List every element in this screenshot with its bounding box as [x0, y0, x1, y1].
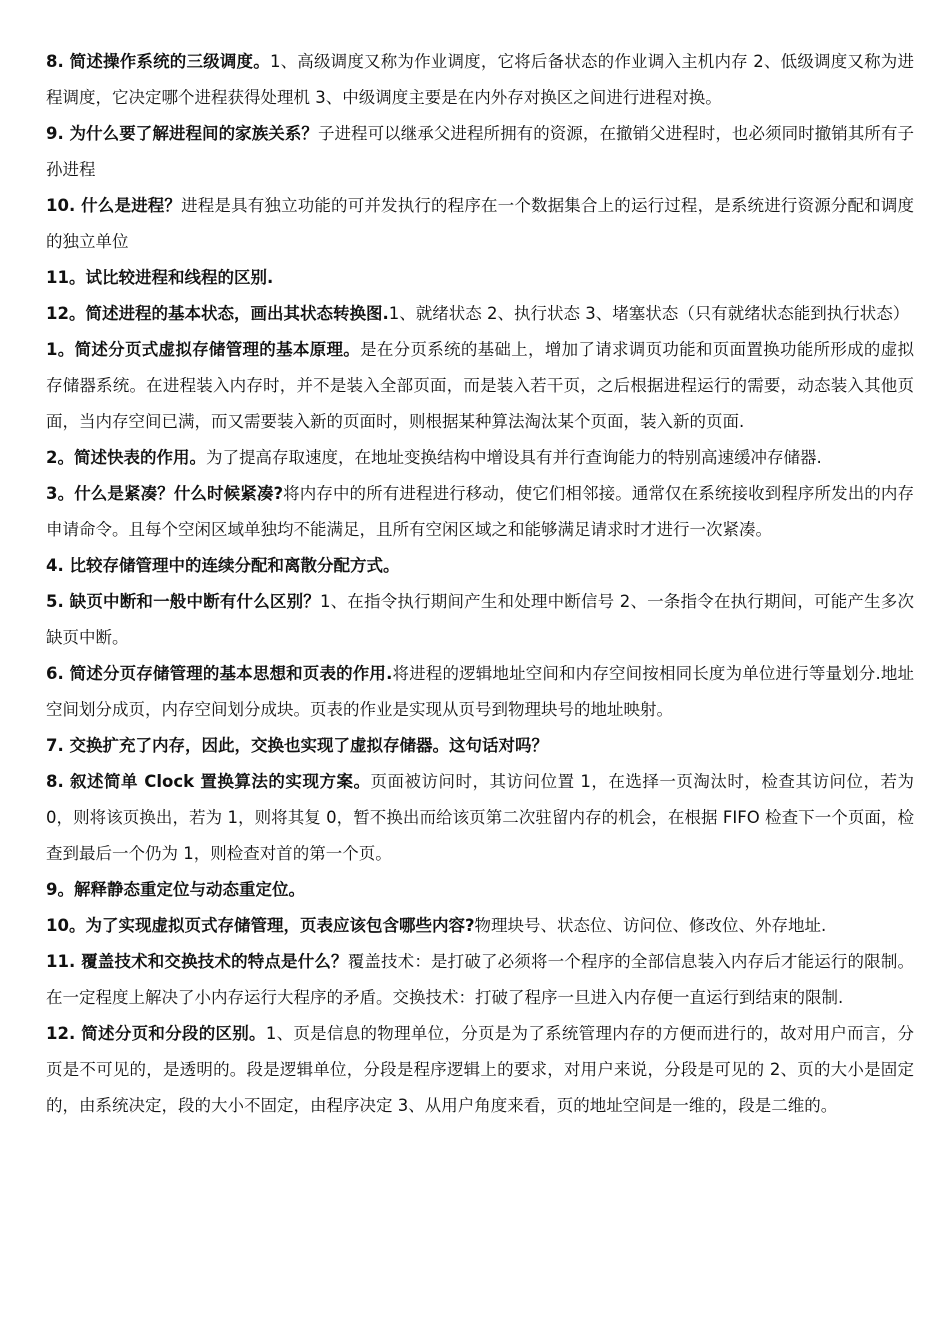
qa-item-16: [46, 944, 914, 1016]
question-text: 8. 简述操作系统的三级调度。: [46, 52, 270, 71]
question-text: 8. 叙述简单 Clock 置换算法的实现方案。: [46, 772, 371, 791]
qa-item-4: [46, 260, 914, 296]
qa-item-15: [46, 908, 914, 944]
qa-item-9: [46, 548, 914, 584]
answer-text: 为了提高存取速度，在地址变换结构中增设具有并行查询能力的特别高速缓冲存储器.: [205, 448, 822, 467]
qa-item-2: [46, 116, 914, 188]
question-text: 4. 比较存储管理中的连续分配和离散分配方式。: [46, 556, 400, 575]
answer-text: 将内存中的所有进程进行移动，使它们相邻接。通常仅在系统接收到程序所发出的内存申请命令。且每个空闲区域单独均不能满足，且所有空闲区域之和能够满足请求时才进行一次紧凑。: [46, 484, 915, 539]
question-text: 6. 简述分页存储管理的基本思想和页表的作用.: [46, 664, 393, 683]
question-text: 10. 什么是进程？: [46, 196, 182, 215]
qa-item-12: [46, 728, 914, 764]
answer-text: 将进程的逻辑地址空间和内存空间按相同长度为单位进行等量划分.地址空间划分成页，内存空间划分成块。页表的作业是实现从页号到物理块号的地址映射。: [46, 664, 915, 719]
answer-text: 覆盖技术：是打破了必须将一个程序的全部信息装入内存后才能运行的限制。在一定程度上解决了小内存运行大程序的矛盾。交换技术：打破了程序一旦进入内存便一直运行到结束的限制.: [46, 952, 914, 1007]
answer-text: 是在分页系统的基础上，增加了请求调页功能和页面置换功能所形成的虚拟存储器系统。在进程装入内存时，并不是装入全部页面，而是装入若干页，之后根据进程运行的需要，动态装入其他页面，当内存空间已满，而又需要装入新的页面时，则根据某种算法淘汰某个页面，装入新的页面.: [46, 340, 914, 431]
question-text: 2。简述快表的作用。: [46, 448, 206, 467]
answer-text: 物理块号、状态位、访问位、修改位、外存地址.: [474, 916, 827, 935]
question-text: 3。什么是紧凑？什么时候紧凑?: [46, 484, 284, 503]
document-page: [46, 44, 914, 1124]
answer-text: 子进程可以继承父进程所拥有的资源，在撤销父进程时，也必须同时撤销其所有子孙进程: [46, 124, 914, 179]
question-text: 10。为了实现虚拟页式存储管理，页表应该包含哪些内容?: [46, 916, 475, 935]
qa-item-7: [46, 440, 914, 476]
qa-item-3: [46, 188, 914, 260]
answer-text: 1、就绪状态 2、执行状态 3、堵塞状态（只有就绪状态能到执行状态）: [388, 304, 910, 323]
question-text: 1。简述分页式虚拟存储管理的基本原理。: [46, 340, 361, 359]
question-text: 7. 交换扩充了内存，因此，交换也实现了虚拟存储器。这句话对吗？: [46, 736, 548, 755]
qa-item-8: [46, 476, 914, 548]
question-text: 12. 简述分页和分段的区别。: [46, 1024, 266, 1043]
question-text: 9。解释静态重定位与动态重定位。: [46, 880, 305, 899]
qa-item-14: [46, 872, 914, 908]
question-text: 5. 缺页中断和一般中断有什么区别？: [46, 592, 320, 611]
qa-item-5: [46, 296, 914, 332]
question-text: 11. 覆盖技术和交换技术的特点是什么？: [46, 952, 348, 971]
answer-text: 1、在指令执行期间产生和处理中断信号 2、一条指令在执行期间，可能产生多次缺页中断。: [46, 592, 914, 647]
answer-text: 进程是具有独立功能的可并发执行的程序在一个数据集合上的运行过程，是系统进行资源分配和调度的独立单位: [46, 196, 915, 251]
qa-item-1: [46, 44, 914, 116]
answer-text: 页面被访问时，其访问位置 1，在选择一页淘汰时，检查其访问位，若为 0，则将该页换出，若为 1，则将其复 0，暂不换出而给该页第二次驻留内存的机会，在根据 FIFO 检查下一个页面，检查到最后一个仍为 1，则检查对首的第一个页。: [46, 772, 914, 863]
question-text: 11。试比较进程和线程的区别.: [46, 268, 274, 287]
answer-text: 1、页是信息的物理单位，分页是为了系统管理内存的方便而进行的，故对用户而言，分页是不可见的，是透明的。段是逻辑单位，分段是程序逻辑上的要求，对用户来说，分段是可见的 2、页的大小是固定的，由系统决定，段的大小不固定，由程序决定 3、从用户角度来看，页的地址空间是一维的，段是二维的。: [46, 1024, 914, 1115]
answer-text: 1、高级调度又称为作业调度，它将后备状态的作业调入主机内存 2、低级调度又称为进程调度，它决定哪个进程获得处理机 3、中级调度主要是在内外存对换区之间进行进程对换。: [46, 52, 914, 107]
qa-item-10: [46, 584, 914, 656]
qa-item-6: [46, 332, 914, 440]
question-text: 12。简述进程的基本状态，画出其状态转换图.: [46, 304, 389, 323]
qa-item-13: [46, 764, 914, 872]
question-text: 9. 为什么要了解进程间的家族关系？: [46, 124, 318, 143]
qa-item-11: [46, 656, 914, 728]
qa-item-17: [46, 1016, 914, 1124]
